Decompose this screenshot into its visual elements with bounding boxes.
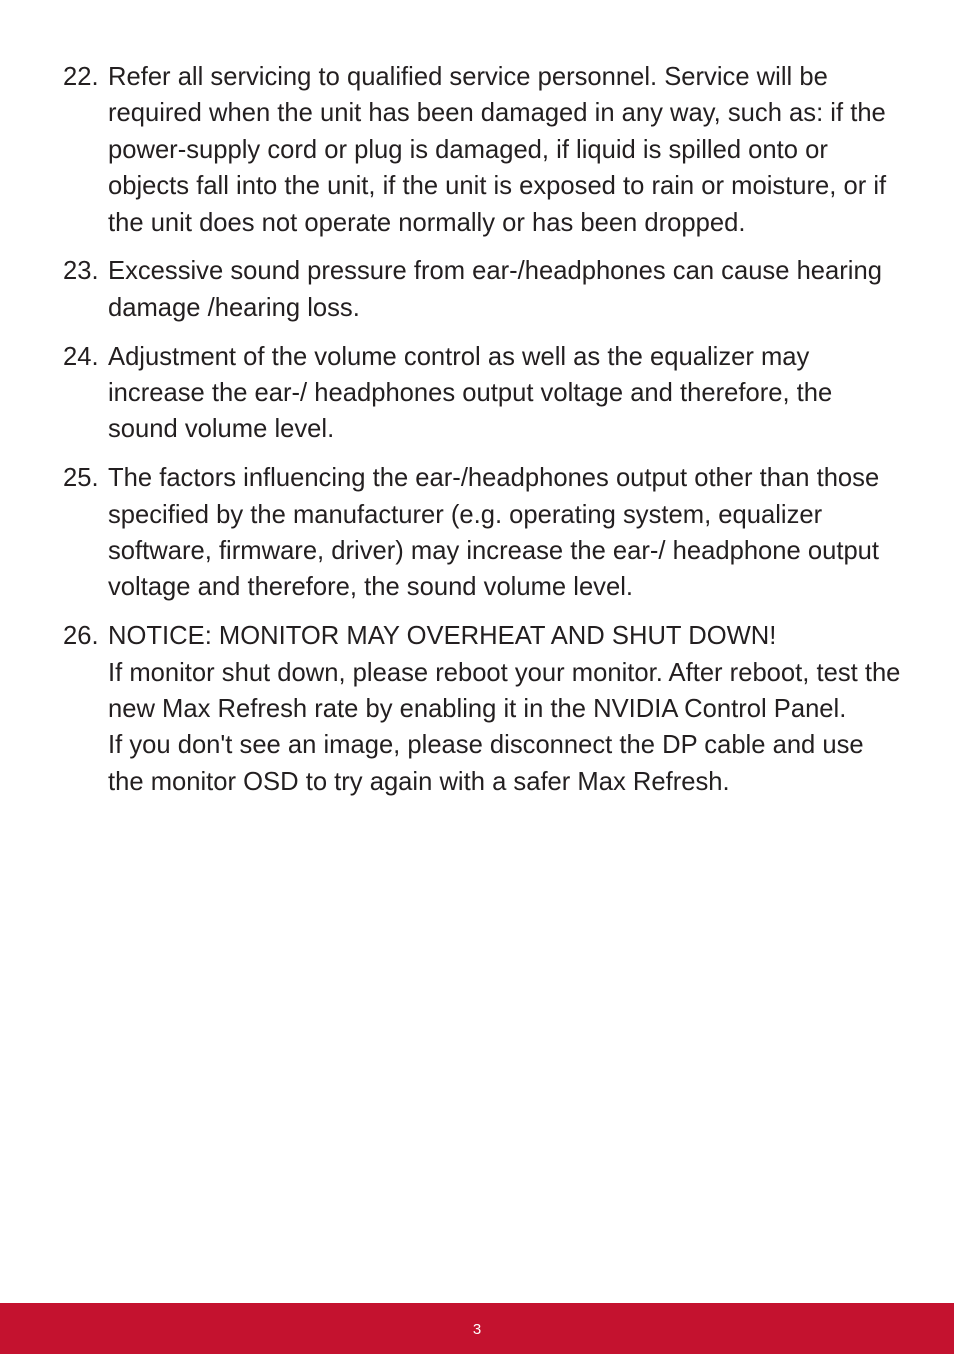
list-item [63, 253, 903, 326]
item-number: 22. [63, 63, 99, 91]
item-number: 24. [63, 342, 99, 371]
item-text: If you don't see an image, please disconnect the DP cable and use the monitor OSD to try again with a safer Max Refresh. [108, 731, 864, 796]
item-number: 23. [63, 257, 99, 286]
list-item [63, 460, 903, 606]
item-number: 26. [63, 622, 99, 651]
list-item [63, 618, 903, 800]
safety-instructions-list [63, 59, 903, 813]
page-number: 3 [472, 1321, 482, 1338]
item-text: The factors influencing the ear-/headphones output other than those specified by the manufacturer (e.g. operating system, equalizer software, firmware, driver) may increase the ear-/ headphone output voltage and therefore, the sound volume level. [108, 464, 880, 602]
list-item [63, 59, 903, 241]
footer-bar [0, 1303, 954, 1354]
list-item [63, 339, 903, 448]
item-number: 25. [63, 464, 99, 493]
item-text: If monitor shut down, please reboot your monitor. After reboot, test the new Max Refresh rate by enabling it in the NVIDIA Control Panel. [108, 658, 901, 724]
item-text: Excessive sound pressure from ear-/headphones can cause hearing damage /hearing loss. [108, 257, 882, 322]
item-text: Refer all servicing to qualified service personnel. Service will be required when the unit has been damaged in any way, such as: if the power-supply cord or plug is damaged, if liquid is spilled onto or objects fall into the unit, if the unit is exposed to rain or moisture, or if the unit does not operate normally or has been dropped. [108, 63, 887, 237]
item-text: Adjustment of the volume control as well as the equalizer may increase the ear-/ headphones output voltage and therefore, the sound volume level. [108, 342, 833, 444]
notice-heading: NOTICE: MONITOR MAY OVERHEAT AND SHUT DOWN! [108, 622, 777, 651]
